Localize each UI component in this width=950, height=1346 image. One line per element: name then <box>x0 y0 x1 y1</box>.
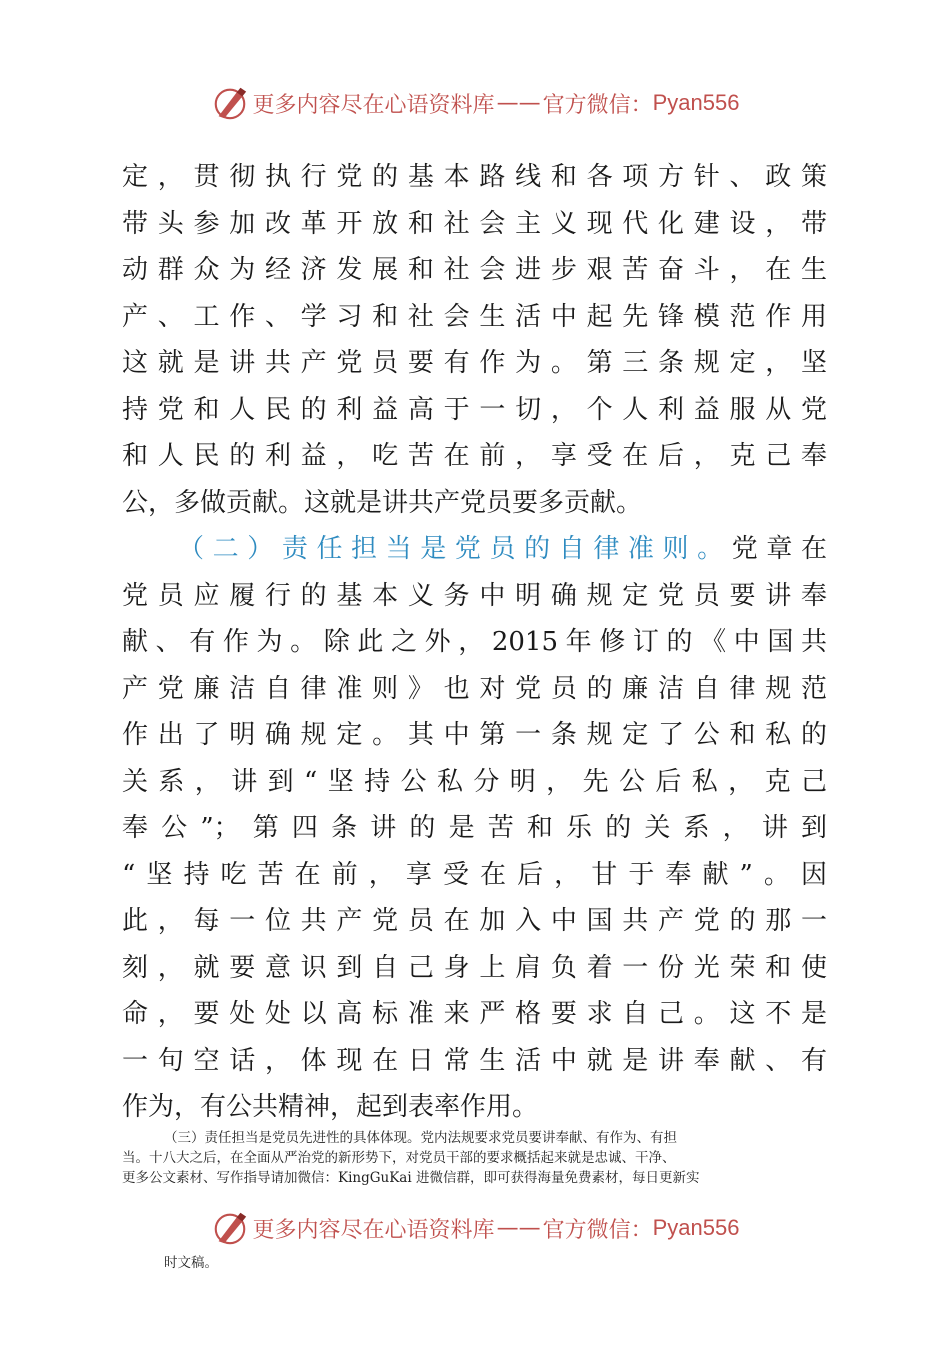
text-line: 定，贯彻执行党的基本路线和各项方针、政策 <box>122 162 827 192</box>
watermark-main-text: 更多内容尽在心语资料库 <box>252 92 495 118</box>
text-line: 党员应履行的基本义务中明确规定党员要讲奉 <box>122 580 827 611</box>
watermark-main-text: 更多内容尽在心语资料库 <box>252 1217 495 1243</box>
text-line: 带头参加改革开放和社会主义现代化建设，带 <box>122 208 827 239</box>
section-3-tail: 时文稿。 <box>164 1255 218 1271</box>
text-line: 产党廉洁自律准则》也对党员的廉洁自律规范 <box>122 673 827 704</box>
body-paragraph-1 <box>122 154 827 526</box>
pen-nib-icon <box>211 1209 249 1247</box>
watermark-wechat-label: 官方微信： <box>542 1217 653 1243</box>
text-line: 关系，讲到“坚持公私分明，先公后私，克己 <box>122 766 827 797</box>
text-line: 一句空话，体现在日常生活中就是讲奉献、有 <box>122 1045 827 1076</box>
text-line: 刻，就要意识到自己身上肩负着一份光荣和使 <box>122 952 827 983</box>
text-line: 命，要处处以高标准来严格要求自己。这不是 <box>122 999 827 1029</box>
section-3-paragraph <box>122 1128 827 1188</box>
watermark-wechat-label: 官方微信： <box>542 92 653 118</box>
section-heading-line <box>122 526 827 573</box>
text-line: 献、有作为。除此之外，2015年修订的《中国共 <box>122 627 827 657</box>
text-line: 奉公”；第四条讲的是苦和乐的关系，讲到 <box>122 813 827 843</box>
text-line: 和人民的利益，吃苦在前，享受在后，克己奉 <box>122 441 827 471</box>
body-paragraph-2 <box>122 526 827 1131</box>
text-line: 作为，有公共精神，起到表率作用。 <box>122 1092 539 1122</box>
small-text-line: 更多公文素材、写作指导请加微信：KingGuKai 进微信群，即可获得海量免费素材，每日更新实 <box>122 1170 700 1186</box>
text-line: 动群众为经济发展和社会进步艰苦奋斗，在生 <box>122 255 827 285</box>
small-text-line: （三）责任担当是党员先进性的具体体现。党内法规要求党员要讲奉献、有作为、有担 <box>164 1130 677 1146</box>
watermark-wechat-id: Pyan556 <box>652 1215 740 1240</box>
section-heading-rest: 党章在 <box>731 534 827 564</box>
text-line: 产、工作、学习和社会生活中起先锋模范作用 <box>122 301 827 332</box>
text-line: 这就是讲共产党员要有作为。第三条规定，坚 <box>122 348 827 378</box>
text-line: 作出了明确规定。其中第一条规定了公和私的 <box>122 720 827 750</box>
watermark-header <box>0 78 950 128</box>
watermark-wechat-id: Pyan556 <box>652 90 740 115</box>
text-line: 公，多做贡献。这就是讲共产党员要多贡献。 <box>122 487 643 518</box>
small-text-line: 当。十八大之后，在全面从严治党的新形势下，对党员干部的要求概括起来就是忠诚、干净、 <box>122 1150 676 1166</box>
text-line: 此，每一位共产党员在加入中国共产党的那一 <box>122 906 827 936</box>
text-line: 持党和人民的利益高于一切，个人利益服从党 <box>122 394 827 425</box>
section-heading: （二）责任担当是党员的自律准则。 <box>178 534 732 564</box>
text-line: “坚持吃苦在前，享受在后，甘于奉献”。因 <box>122 859 827 890</box>
watermark-footer <box>0 1203 950 1253</box>
watermark-separator: —— <box>496 1215 541 1241</box>
pen-nib-icon <box>211 84 249 122</box>
watermark-separator: —— <box>496 90 541 116</box>
